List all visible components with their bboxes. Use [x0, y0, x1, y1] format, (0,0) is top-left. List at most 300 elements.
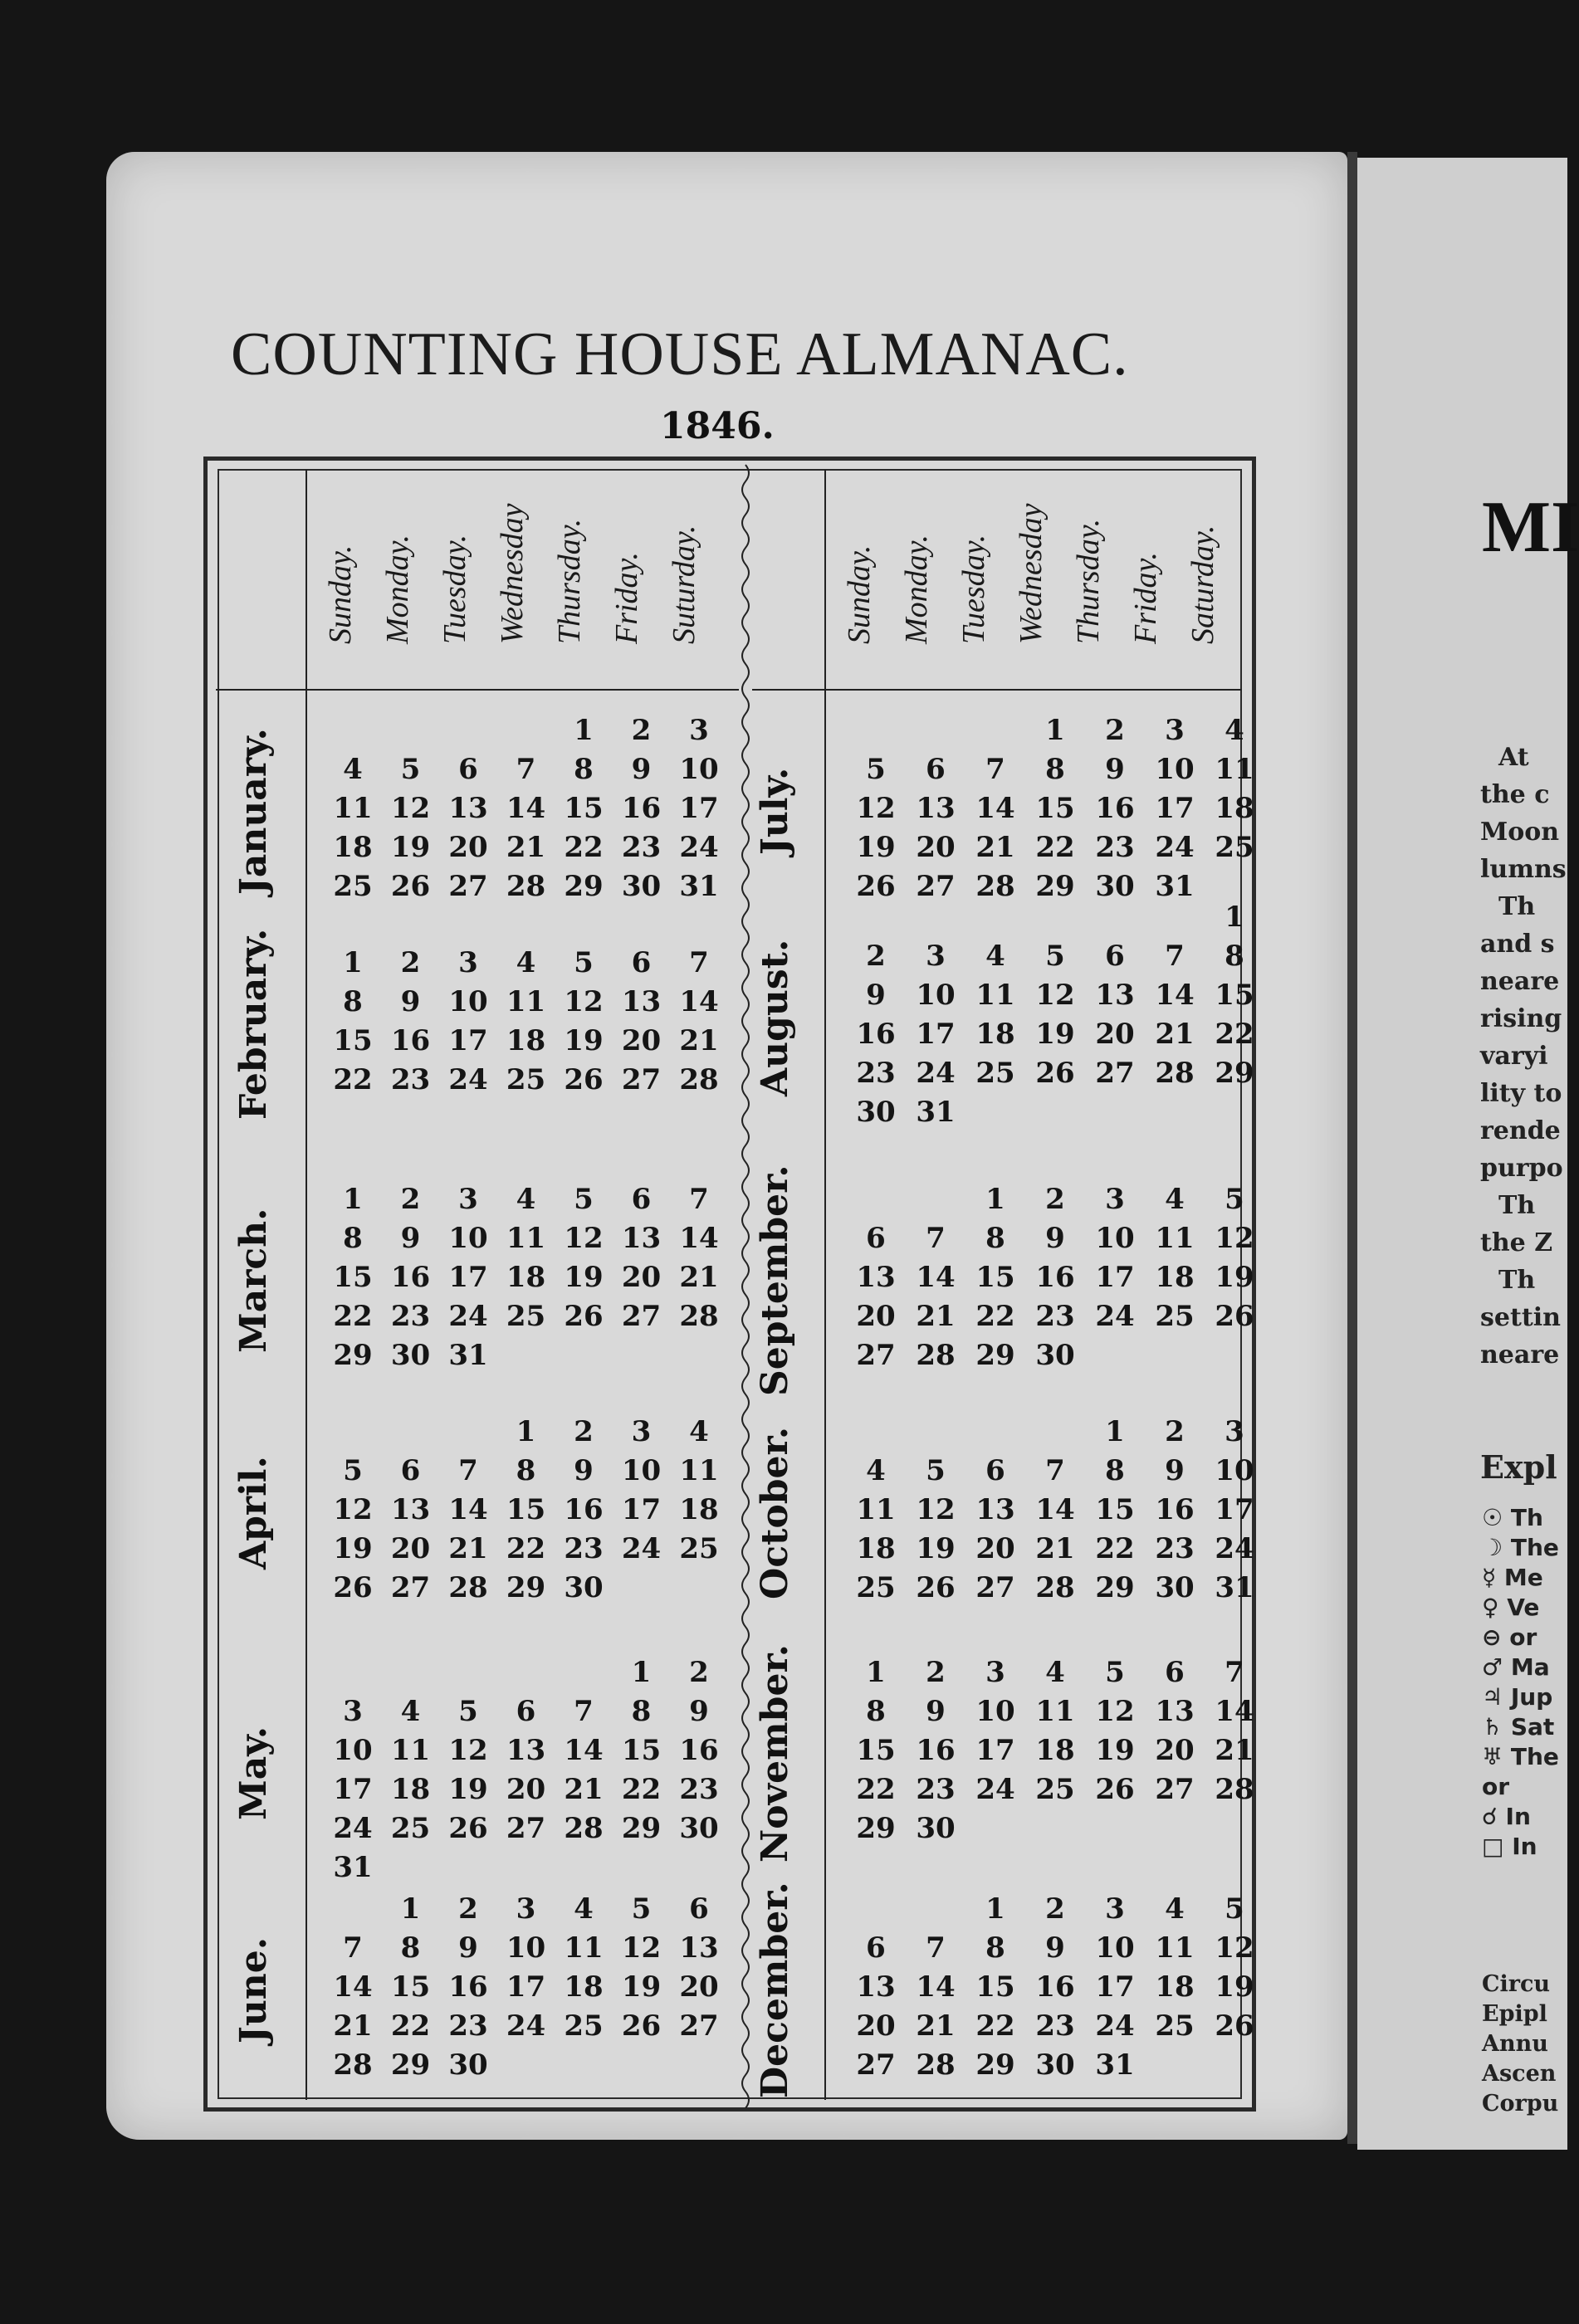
day-header-label: Thursday.	[1071, 519, 1106, 644]
day-number: 3	[689, 714, 709, 747]
day-number: 13	[916, 792, 956, 825]
day-number: 31	[1095, 2048, 1135, 2082]
day-number: 18	[390, 1773, 431, 1806]
day-number: 21	[916, 2009, 956, 2043]
day-number: 14	[679, 985, 719, 1018]
facing-page-feast: Ascen	[1482, 2061, 1557, 2087]
day-number: 27	[621, 1063, 662, 1096]
day-number: 24	[679, 831, 719, 864]
day-number: 11	[1155, 1931, 1195, 1965]
day-number: 8	[1225, 940, 1244, 973]
day-number: 26	[916, 1571, 956, 1604]
day-number: 23	[856, 1057, 896, 1090]
day-number: 12	[1215, 1222, 1254, 1255]
day-number: 25	[506, 1063, 546, 1096]
day-number: 27	[916, 870, 956, 903]
day-number: 10	[916, 979, 956, 1012]
day-number: 1	[516, 1415, 536, 1448]
day-number: 16	[448, 1970, 488, 2004]
day-number: 4	[1225, 714, 1244, 747]
day-number: 10	[621, 1454, 662, 1487]
day-number: 31	[679, 870, 719, 903]
day-number: 13	[390, 1493, 431, 1526]
day-header-label: Monday.	[380, 535, 415, 644]
facing-page-line: rising	[1480, 1004, 1562, 1033]
day-number: 22	[564, 831, 604, 864]
day-number: 25	[333, 870, 373, 903]
day-number: 9	[574, 1454, 594, 1487]
day-number: 26	[390, 870, 431, 903]
day-number: 12	[333, 1493, 373, 1526]
day-number: 8	[400, 1931, 421, 1965]
facing-page-symbol: ⊖ or	[1482, 1623, 1537, 1651]
day-number: 30	[390, 1339, 431, 1372]
day-number: 21	[916, 1300, 956, 1333]
day-number: 12	[1095, 1695, 1135, 1728]
day-number: 18	[506, 1261, 546, 1294]
day-number: 17	[506, 1970, 546, 2004]
day-number: 4	[343, 753, 363, 786]
day-number: 4	[689, 1415, 709, 1448]
day-number: 13	[621, 985, 662, 1018]
day-number: 7	[926, 1931, 946, 1965]
page-gutter	[1347, 152, 1357, 2144]
day-number: 19	[564, 1261, 604, 1294]
day-number: 9	[631, 753, 652, 786]
facing-page-feast: Corpu	[1482, 2091, 1559, 2116]
day-number: 20	[856, 1300, 896, 1333]
day-number: 4	[1165, 1892, 1185, 1926]
day-number: 18	[1155, 1261, 1195, 1294]
day-number: 5	[631, 1892, 652, 1926]
day-number: 3	[1225, 1415, 1244, 1448]
day-number: 11	[975, 979, 1015, 1012]
day-number: 17	[679, 792, 719, 825]
day-number: 22	[856, 1773, 896, 1806]
day-number: 19	[333, 1532, 373, 1565]
day-number: 2	[400, 946, 421, 979]
day-number: 9	[1045, 1931, 1065, 1965]
day-number: 15	[856, 1734, 896, 1767]
facing-page-line: lity to	[1480, 1079, 1562, 1108]
day-number: 17	[916, 1018, 956, 1051]
day-number: 20	[621, 1261, 662, 1294]
day-number: 22	[621, 1773, 662, 1806]
day-number: 14	[1035, 1493, 1075, 1526]
day-number: 13	[1095, 979, 1135, 1012]
day-number: 1	[400, 1892, 421, 1926]
almanac-title: COUNTING HOUSE ALMANAC.	[231, 320, 1129, 388]
day-number: 22	[333, 1063, 373, 1096]
day-number: 20	[448, 831, 488, 864]
day-number: 17	[1155, 792, 1195, 825]
day-number: 30	[916, 1812, 956, 1845]
day-header-label: Wednesday	[495, 503, 530, 644]
day-number: 11	[856, 1493, 896, 1526]
day-number: 6	[631, 1183, 652, 1216]
day-number: 31	[916, 1096, 956, 1129]
day-number: 23	[1035, 2009, 1075, 2043]
day-number: 4	[1045, 1656, 1065, 1689]
day-header	[659, 432, 709, 681]
day-number: 1	[985, 1892, 1005, 1926]
day-number: 3	[343, 1695, 363, 1728]
day-number: 19	[856, 831, 896, 864]
day-number: 27	[856, 2048, 896, 2082]
day-number: 14	[448, 1493, 488, 1526]
day-number: 16	[679, 1734, 719, 1767]
day-number: 15	[333, 1261, 373, 1294]
day-number: 7	[689, 946, 709, 979]
day-number: 15	[1215, 979, 1254, 1012]
facing-page-line: Th	[1498, 1266, 1536, 1295]
day-number: 26	[333, 1571, 373, 1604]
day-header	[949, 432, 999, 681]
day-header	[834, 432, 884, 681]
facing-page-line: rende	[1480, 1116, 1561, 1145]
almanac-year: 1846.	[660, 405, 775, 447]
day-number: 10	[1095, 1931, 1135, 1965]
day-number: 18	[679, 1493, 719, 1526]
day-number: 30	[856, 1096, 896, 1129]
day-number: 28	[975, 870, 1015, 903]
day-number: 14	[975, 792, 1015, 825]
day-number: 24	[1155, 831, 1195, 864]
day-number: 7	[1045, 1454, 1065, 1487]
day-number: 14	[506, 792, 546, 825]
facing-page-symbol: ☌ In	[1482, 1803, 1531, 1830]
day-number: 1	[985, 1183, 1005, 1216]
day-number: 14	[564, 1734, 604, 1767]
day-number: 23	[1035, 1300, 1075, 1333]
day-header-label: Tuesday.	[956, 535, 991, 644]
day-number: 23	[1095, 831, 1135, 864]
day-number: 18	[333, 831, 373, 864]
day-number: 27	[506, 1812, 546, 1845]
day-number: 17	[1095, 1261, 1135, 1294]
day-number: 21	[448, 1532, 488, 1565]
day-header-label: Wednesday	[1014, 503, 1049, 644]
month-name-label: May.	[232, 1726, 275, 1820]
month-name-label: March.	[232, 1208, 275, 1353]
day-number: 16	[1035, 1261, 1075, 1294]
facing-page-line: Th	[1498, 1191, 1536, 1220]
day-number: 16	[390, 1261, 431, 1294]
day-number: 11	[506, 1222, 546, 1255]
day-number: 1	[1105, 1415, 1125, 1448]
month-name-label: July.	[754, 767, 796, 856]
day-number: 20	[1155, 1734, 1195, 1767]
day-number: 12	[621, 1931, 662, 1965]
day-number: 17	[975, 1734, 1015, 1767]
day-number: 13	[856, 1261, 896, 1294]
day-number: 3	[985, 1656, 1005, 1689]
day-number: 6	[1105, 940, 1125, 973]
day-number: 21	[506, 831, 546, 864]
day-number: 5	[458, 1695, 478, 1728]
day-number: 18	[564, 1970, 604, 2004]
day-number: 6	[866, 1222, 886, 1255]
day-number: 13	[679, 1931, 719, 1965]
day-number: 2	[866, 940, 886, 973]
day-number: 16	[1095, 792, 1135, 825]
day-number: 8	[343, 1222, 363, 1255]
day-number: 21	[679, 1261, 719, 1294]
day-header	[545, 432, 594, 681]
day-number: 6	[458, 753, 478, 786]
day-number: 28	[1215, 1773, 1254, 1806]
day-header-label: Sunday.	[842, 544, 877, 644]
day-number: 8	[631, 1695, 652, 1728]
day-number: 1	[1045, 714, 1065, 747]
day-number: 30	[1155, 1571, 1195, 1604]
day-number: 8	[516, 1454, 536, 1487]
day-number: 24	[506, 2009, 546, 2043]
day-number: 9	[866, 979, 886, 1012]
day-number: 24	[621, 1532, 662, 1565]
day-number: 12	[390, 792, 431, 825]
day-number: 27	[1155, 1773, 1195, 1806]
day-number: 14	[1155, 979, 1195, 1012]
day-number: 18	[1155, 1970, 1195, 2004]
day-number: 26	[1215, 1300, 1254, 1333]
day-number: 20	[916, 831, 956, 864]
day-number: 5	[574, 946, 594, 979]
right-month-divider	[824, 469, 826, 2100]
day-number: 23	[916, 1773, 956, 1806]
month-name-label: June.	[232, 1936, 275, 2043]
day-number: 24	[916, 1057, 956, 1090]
day-number: 19	[1215, 1970, 1254, 2004]
day-number: 7	[516, 753, 536, 786]
day-number: 8	[1105, 1454, 1125, 1487]
day-number: 15	[975, 1970, 1015, 2004]
day-number: 4	[1165, 1183, 1185, 1216]
day-number: 8	[985, 1222, 1005, 1255]
month-name-label: September.	[754, 1164, 796, 1396]
day-number: 25	[564, 2009, 604, 2043]
day-number: 13	[856, 1970, 896, 2004]
facing-page-symbol: ♅ The	[1482, 1743, 1559, 1770]
day-number: 28	[916, 1339, 956, 1372]
day-number: 14	[916, 1970, 956, 2004]
day-number: 26	[1035, 1057, 1075, 1090]
day-number: 9	[926, 1695, 946, 1728]
day-number: 18	[1215, 792, 1254, 825]
day-number: 4	[866, 1454, 886, 1487]
day-number: 30	[564, 1571, 604, 1604]
day-number: 2	[1045, 1183, 1065, 1216]
day-number: 2	[1165, 1415, 1185, 1448]
day-number: 25	[1035, 1773, 1075, 1806]
facing-page-subhead: Expl	[1480, 1448, 1557, 1486]
facing-page-feast: Annu	[1482, 2031, 1548, 2057]
facing-page-line: neare	[1480, 967, 1560, 996]
day-number: 28	[679, 1063, 719, 1096]
day-number: 9	[1105, 753, 1125, 786]
day-number: 24	[1095, 1300, 1135, 1333]
day-number: 9	[1165, 1454, 1185, 1487]
day-number: 21	[333, 2009, 373, 2043]
day-number: 30	[621, 870, 662, 903]
facing-page-symbol: □ In	[1482, 1833, 1537, 1860]
day-header-label: Tuesday.	[438, 535, 472, 644]
day-number: 20	[621, 1024, 662, 1057]
day-number: 21	[1155, 1018, 1195, 1051]
day-number: 1	[343, 1183, 363, 1216]
day-number: 5	[343, 1454, 363, 1487]
day-number: 24	[448, 1300, 488, 1333]
month-name-label: December.	[754, 1882, 796, 2098]
day-number: 18	[856, 1532, 896, 1565]
day-number: 6	[516, 1695, 536, 1728]
day-number: 18	[975, 1018, 1015, 1051]
day-number: 23	[564, 1532, 604, 1565]
day-number: 31	[1155, 870, 1195, 903]
day-number: 19	[564, 1024, 604, 1057]
day-number: 8	[574, 753, 594, 786]
day-number: 6	[689, 1892, 709, 1926]
day-header-label: Saturday.	[1185, 525, 1220, 644]
month-name-label: August.	[754, 939, 796, 1096]
day-number: 13	[506, 1734, 546, 1767]
day-number: 7	[1225, 1656, 1244, 1689]
day-number: 4	[516, 946, 536, 979]
day-number: 4	[516, 1183, 536, 1216]
day-number: 24	[975, 1773, 1015, 1806]
day-number: 1	[343, 946, 363, 979]
day-number: 16	[1035, 1970, 1075, 2004]
day-number: 20	[679, 1970, 719, 2004]
day-number: 15	[564, 792, 604, 825]
day-number: 21	[975, 831, 1015, 864]
day-number: 29	[1215, 1057, 1254, 1090]
day-number: 30	[1035, 1339, 1075, 1372]
day-number: 12	[448, 1734, 488, 1767]
day-number: 13	[1155, 1695, 1195, 1728]
day-number: 9	[400, 1222, 421, 1255]
day-number: 9	[1045, 1222, 1065, 1255]
day-number: 10	[448, 985, 488, 1018]
day-number: 25	[975, 1057, 1015, 1090]
day-number: 7	[926, 1222, 946, 1255]
day-number: 19	[1035, 1018, 1075, 1051]
day-number: 28	[333, 2048, 373, 2082]
facing-page-line: purpo	[1480, 1154, 1563, 1183]
day-number: 5	[1225, 1892, 1244, 1926]
day-number: 10	[448, 1222, 488, 1255]
day-number: 3	[516, 1892, 536, 1926]
day-number: 27	[390, 1571, 431, 1604]
facing-page-line: the Z	[1480, 1228, 1553, 1257]
day-number: 10	[333, 1734, 373, 1767]
month-name-label: November.	[754, 1644, 796, 1863]
day-header-label: Friday.	[1128, 552, 1163, 644]
day-number: 8	[985, 1931, 1005, 1965]
day-number: 5	[1105, 1656, 1125, 1689]
day-number: 27	[975, 1571, 1015, 1604]
day-number: 28	[916, 2048, 956, 2082]
day-number: 22	[1095, 1532, 1135, 1565]
day-number: 23	[621, 831, 662, 864]
day-number: 29	[333, 1339, 373, 1372]
day-number: 26	[564, 1063, 604, 1096]
day-number: 10	[1155, 753, 1195, 786]
day-number: 14	[1215, 1695, 1254, 1728]
facing-page-line: the c	[1480, 780, 1550, 809]
day-number: 15	[621, 1734, 662, 1767]
day-number: 4	[400, 1695, 421, 1728]
day-number: 5	[574, 1183, 594, 1216]
day-number: 3	[926, 940, 946, 973]
day-number: 17	[1215, 1493, 1254, 1526]
day-number: 9	[689, 1695, 709, 1728]
day-number: 3	[1105, 1183, 1125, 1216]
day-number: 29	[856, 1812, 896, 1845]
day-header	[315, 432, 365, 681]
day-number: 17	[621, 1493, 662, 1526]
day-number: 10	[506, 1931, 546, 1965]
day-number: 15	[390, 1970, 431, 2004]
day-header-label: Sunday.	[323, 544, 358, 644]
day-number: 27	[679, 2009, 719, 2043]
day-number: 30	[679, 1812, 719, 1845]
day-number: 30	[448, 2048, 488, 2082]
day-number: 24	[1215, 1532, 1254, 1565]
day-number: 6	[866, 1931, 886, 1965]
facing-page-symbol: ♃ Jup	[1482, 1683, 1553, 1711]
day-number: 29	[390, 2048, 431, 2082]
day-number: 20	[975, 1532, 1015, 1565]
day-number: 11	[506, 985, 546, 1018]
day-number: 31	[448, 1339, 488, 1372]
day-number: 7	[689, 1183, 709, 1216]
day-number: 20	[506, 1773, 546, 1806]
day-number: 12	[564, 1222, 604, 1255]
day-number: 29	[564, 870, 604, 903]
day-number: 17	[1095, 1970, 1135, 2004]
day-number: 2	[458, 1892, 478, 1926]
day-number: 1	[574, 714, 594, 747]
facing-page-symbol: or	[1482, 1773, 1510, 1800]
day-number: 22	[1035, 831, 1075, 864]
day-number: 28	[1155, 1057, 1195, 1090]
day-number: 23	[448, 2009, 488, 2043]
day-header	[487, 432, 537, 681]
day-number: 30	[1095, 870, 1135, 903]
day-header	[430, 432, 480, 681]
day-number: 17	[333, 1773, 373, 1806]
day-number: 6	[1165, 1656, 1185, 1689]
day-number: 24	[1095, 2009, 1135, 2043]
day-number: 26	[564, 1300, 604, 1333]
day-number: 21	[1215, 1734, 1254, 1767]
day-number: 2	[631, 714, 652, 747]
day-number: 4	[574, 1892, 594, 1926]
day-number: 20	[856, 2009, 896, 2043]
facing-page-symbol: ♄ Sat	[1482, 1713, 1555, 1741]
day-number: 26	[621, 2009, 662, 2043]
day-number: 9	[400, 985, 421, 1018]
day-number: 2	[574, 1415, 594, 1448]
day-number: 9	[458, 1931, 478, 1965]
day-number: 11	[1035, 1695, 1075, 1728]
day-number: 7	[458, 1454, 478, 1487]
day-number: 11	[564, 1931, 604, 1965]
day-number: 1	[866, 1656, 886, 1689]
day-number: 18	[1035, 1734, 1075, 1767]
day-number: 16	[1155, 1493, 1195, 1526]
